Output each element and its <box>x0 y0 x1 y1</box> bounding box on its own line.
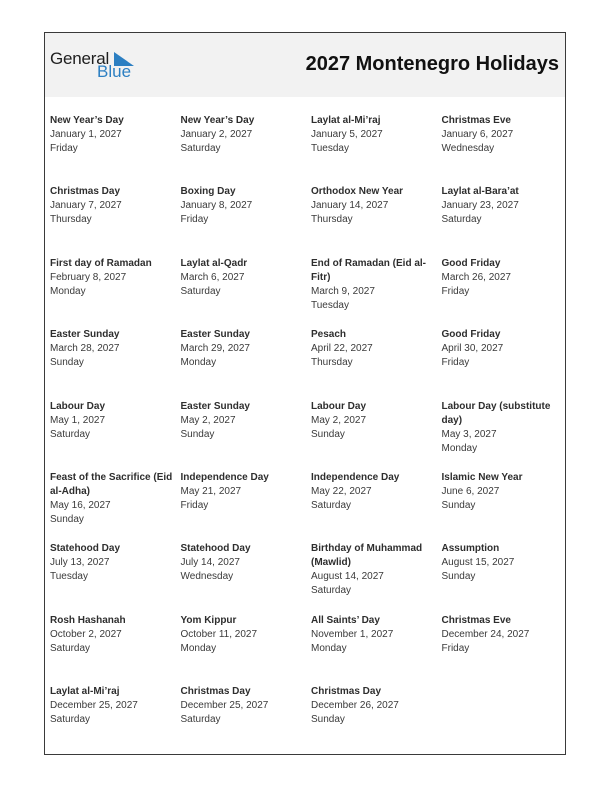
holiday-name: Rosh Hashanah <box>50 614 126 626</box>
holiday-weekday: Monday <box>441 442 478 454</box>
calendar-page <box>44 32 566 755</box>
holiday-entry <box>181 257 312 328</box>
holiday-date: January 1, 2027 <box>50 129 122 140</box>
holiday-date: January 7, 2027 <box>50 200 122 212</box>
holiday-date: May 22, 2027 <box>311 485 372 497</box>
holiday-date: January 14, 2027 <box>311 200 389 212</box>
holiday-weekday: Tuesday <box>311 299 349 311</box>
holiday-entry <box>311 400 442 471</box>
holiday-name: Labour Day (substitute day) <box>441 400 551 426</box>
holiday-entry <box>311 257 442 328</box>
holiday-name: Statehood Day <box>50 543 121 555</box>
holiday-weekday: Saturday <box>50 428 91 440</box>
logo-general-text: General <box>50 49 110 68</box>
holiday-date: March 6, 2027 <box>180 271 245 283</box>
holiday-weekday: Sunday <box>50 513 84 525</box>
holiday-weekday: Monday <box>180 642 217 654</box>
holiday-weekday: Saturday <box>441 214 482 226</box>
holiday-entry <box>50 185 181 256</box>
holiday-date: July 13, 2027 <box>50 557 110 569</box>
holiday-entry <box>311 685 442 756</box>
holiday-date: April 30, 2027 <box>441 343 504 355</box>
holiday-name: Boxing Day <box>180 186 236 198</box>
holiday-date: May 1, 2027 <box>50 414 106 426</box>
holiday-name: Laylat al-Qadr <box>180 257 248 269</box>
page-title: 2027 Montenegro Holidays <box>305 53 559 75</box>
holiday-weekday: Wednesday <box>180 571 234 583</box>
holiday-entry <box>181 185 312 256</box>
holiday-name: Christmas Day <box>50 186 121 198</box>
holiday-date: March 28, 2027 <box>50 343 120 355</box>
holiday-date: May 2, 2027 <box>311 414 367 426</box>
holiday-name: Easter Sunday <box>180 329 250 341</box>
holiday-weekday: Friday <box>50 143 78 154</box>
holiday-entry <box>311 328 442 399</box>
holiday-name: Islamic New Year <box>441 471 523 483</box>
holiday-date: May 21, 2027 <box>180 485 242 497</box>
page-header <box>45 33 565 97</box>
holiday-date: May 16, 2027 <box>50 499 111 511</box>
holiday-weekday: Monday <box>50 285 86 297</box>
holiday-weekday: Friday <box>180 214 209 226</box>
holiday-entry <box>50 400 181 471</box>
holiday-weekday: Friday <box>441 285 470 297</box>
holiday-weekday: Saturday <box>180 143 221 154</box>
holiday-name: Birthday of Muhammad (Mawlid) <box>311 543 423 569</box>
holiday-name: Orthodox New Year <box>311 186 404 198</box>
holiday-weekday: Saturday <box>180 285 221 297</box>
holiday-date: July 14, 2027 <box>180 557 240 569</box>
holiday-weekday: Monday <box>311 642 347 654</box>
holiday-entry <box>181 685 312 756</box>
holiday-weekday: Monday <box>180 357 217 369</box>
holiday-name: Independence Day <box>180 471 269 483</box>
holiday-entry <box>311 614 442 685</box>
holiday-name: New Year’s Day <box>180 115 255 126</box>
holiday-weekday: Sunday <box>441 571 476 583</box>
holiday-date: August 14, 2027 <box>311 571 384 583</box>
holiday-entry <box>50 471 181 542</box>
holiday-entry <box>442 185 573 256</box>
holiday-weekday: Saturday <box>311 499 352 511</box>
holiday-weekday: Friday <box>441 357 470 369</box>
holiday-weekday: Sunday <box>311 714 345 726</box>
holiday-entry <box>442 614 573 685</box>
holiday-weekday: Sunday <box>180 428 215 440</box>
holiday-entry <box>442 471 573 542</box>
holiday-date: January 6, 2027 <box>441 129 514 140</box>
holiday-date: December 26, 2027 <box>311 700 399 712</box>
holiday-entry <box>442 400 573 471</box>
holiday-entry <box>50 542 181 613</box>
holiday-date: December 25, 2027 <box>180 700 269 712</box>
holiday-date: March 26, 2027 <box>441 271 511 283</box>
holiday-name: Good Friday <box>441 257 501 269</box>
holiday-date: January 23, 2027 <box>441 200 519 212</box>
holiday-date: August 15, 2027 <box>441 557 515 569</box>
holiday-date: October 11, 2027 <box>180 628 258 640</box>
holiday-name: All Saints’ Day <box>311 614 380 626</box>
holiday-entry <box>181 114 312 185</box>
holiday-grid <box>50 114 570 757</box>
holiday-name: Pesach <box>311 329 347 341</box>
holiday-date: December 25, 2027 <box>50 700 138 712</box>
holiday-weekday: Tuesday <box>50 571 88 583</box>
holiday-name: Statehood Day <box>180 543 251 555</box>
logo-blue-text: Blue <box>97 62 132 81</box>
holiday-weekday: Sunday <box>50 357 84 369</box>
holiday-weekday: Thursday <box>311 357 353 369</box>
holiday-entry <box>50 685 181 756</box>
holiday-weekday: Saturday <box>311 585 352 597</box>
holiday-name: Easter Sunday <box>50 329 120 341</box>
holiday-date: January 5, 2027 <box>311 129 383 140</box>
holiday-entry <box>442 114 573 185</box>
holiday-weekday: Saturday <box>50 714 91 726</box>
holiday-weekday: Tuesday <box>311 143 349 154</box>
holiday-weekday: Wednesday <box>441 143 495 154</box>
holiday-date: January 8, 2027 <box>180 200 253 212</box>
holiday-date: March 9, 2027 <box>311 285 375 297</box>
holiday-date: May 2, 2027 <box>180 414 236 426</box>
holiday-name: Labour Day <box>311 400 367 412</box>
holiday-entry <box>311 471 442 542</box>
holiday-entry <box>311 185 442 256</box>
holiday-date: February 8, 2027 <box>50 271 127 283</box>
holiday-name: Christmas Day <box>180 686 251 698</box>
holiday-name: New Year’s Day <box>50 115 124 126</box>
holiday-name: Easter Sunday <box>180 400 250 412</box>
holiday-name: Laylat al-Mi’raj <box>50 686 120 698</box>
holiday-date: May 3, 2027 <box>441 428 497 440</box>
holiday-weekday: Thursday <box>50 214 92 226</box>
holiday-date: March 29, 2027 <box>180 343 250 355</box>
holiday-entry <box>442 257 573 328</box>
holiday-entry <box>181 471 312 542</box>
holiday-entry <box>181 328 312 399</box>
holiday-entry <box>442 328 573 399</box>
holiday-entry <box>181 614 312 685</box>
holiday-name: Christmas Eve <box>441 115 511 126</box>
holiday-date: December 24, 2027 <box>441 628 530 640</box>
holiday-entry <box>311 114 442 185</box>
holiday-entry <box>50 614 181 685</box>
holiday-name: Yom Kippur <box>180 614 237 626</box>
holiday-entry <box>50 114 181 185</box>
holiday-name: Good Friday <box>441 329 501 341</box>
holiday-date: June 6, 2027 <box>441 485 500 497</box>
holiday-entry <box>181 400 312 471</box>
holiday-name: End of Ramadan (Eid al-Fitr) <box>311 257 427 283</box>
holiday-entry <box>181 542 312 613</box>
holiday-name: Laylat al-Mi’raj <box>311 115 381 126</box>
holiday-name: Assumption <box>441 543 500 555</box>
holiday-entry <box>311 542 442 613</box>
holiday-weekday: Sunday <box>441 499 476 511</box>
holiday-date: April 22, 2027 <box>311 343 373 355</box>
holiday-name: Labour Day <box>50 400 106 412</box>
holiday-weekday: Saturday <box>180 714 221 726</box>
holiday-name: Feast of the Sacrifice (Eid al-Adha) <box>50 471 173 497</box>
holiday-weekday: Saturday <box>50 642 91 654</box>
holiday-entry <box>50 257 181 328</box>
holiday-date: October 2, 2027 <box>50 628 122 640</box>
holiday-entry <box>50 328 181 399</box>
holiday-name: First day of Ramadan <box>50 257 152 269</box>
holiday-name: Christmas Eve <box>441 614 511 626</box>
holiday-name: Laylat al-Bara’at <box>441 186 519 198</box>
holiday-date: January 2, 2027 <box>180 129 253 140</box>
holiday-date: November 1, 2027 <box>311 628 394 640</box>
holiday-weekday: Thursday <box>311 214 353 226</box>
holiday-name: Independence Day <box>311 471 400 483</box>
holiday-weekday: Friday <box>441 642 470 654</box>
holiday-name: Christmas Day <box>311 686 382 698</box>
holiday-entry <box>442 542 573 613</box>
holiday-weekday: Sunday <box>311 428 345 440</box>
generalblue-logo[interactable] <box>50 49 140 83</box>
holiday-weekday: Friday <box>180 499 209 511</box>
